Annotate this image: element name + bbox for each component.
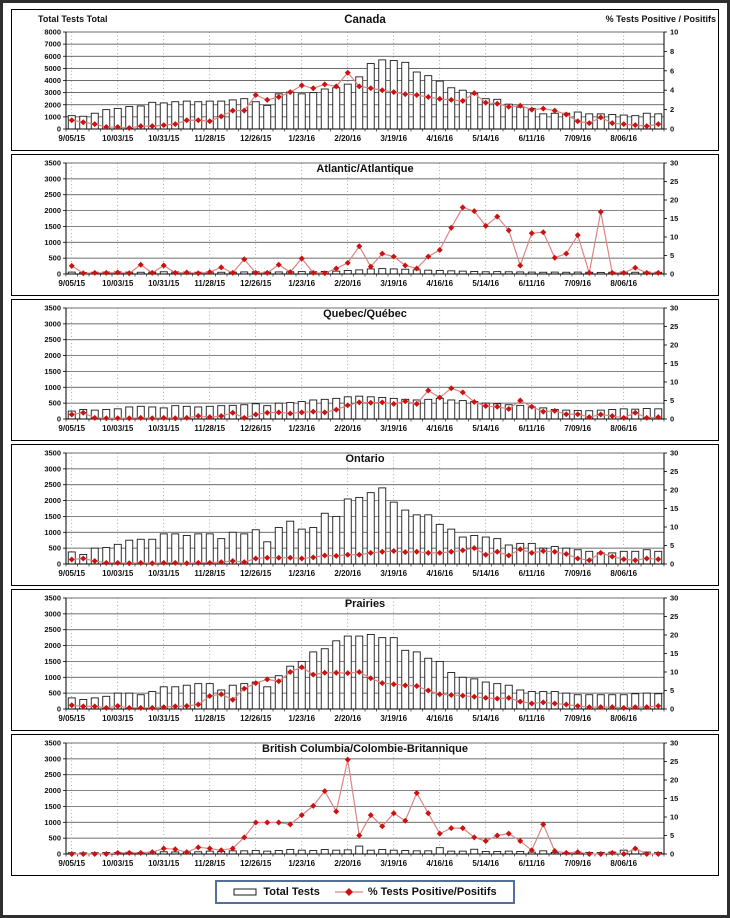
svg-text:10/31/15: 10/31/15 <box>148 279 180 288</box>
svg-text:4/16/16: 4/16/16 <box>426 569 454 578</box>
svg-text:5/14/16: 5/14/16 <box>472 859 500 868</box>
chart-canada <box>12 10 718 150</box>
svg-text:2/20/16: 2/20/16 <box>334 859 362 868</box>
svg-text:Atlantic/Atlantique: Atlantic/Atlantique <box>316 163 414 175</box>
svg-text:1000: 1000 <box>44 112 61 122</box>
svg-text:1500: 1500 <box>44 221 61 231</box>
svg-text:11/28/15: 11/28/15 <box>194 134 226 143</box>
svg-text:10: 10 <box>670 232 679 242</box>
svg-text:0: 0 <box>670 269 675 279</box>
svg-text:10/31/15: 10/31/15 <box>148 134 180 143</box>
svg-text:3500: 3500 <box>44 158 61 168</box>
svg-text:5/14/16: 5/14/16 <box>472 134 500 143</box>
svg-text:4000: 4000 <box>44 76 61 85</box>
svg-text:1000: 1000 <box>44 382 61 392</box>
svg-text:5/14/16: 5/14/16 <box>472 424 500 433</box>
svg-text:Ontario: Ontario <box>345 453 385 465</box>
svg-text:0: 0 <box>670 704 675 714</box>
legend-item-total-tests <box>233 886 319 898</box>
svg-text:12/26/15: 12/26/15 <box>240 424 272 433</box>
svg-text:Quebec/Québec: Quebec/Québec <box>323 308 407 320</box>
svg-text:9/05/15: 9/05/15 <box>58 424 86 433</box>
svg-text:4/16/16: 4/16/16 <box>426 424 454 433</box>
svg-text:11/28/15: 11/28/15 <box>194 714 226 723</box>
svg-text:3500: 3500 <box>44 738 61 748</box>
svg-text:0: 0 <box>56 849 61 859</box>
svg-text:2/20/16: 2/20/16 <box>334 134 362 143</box>
svg-text:6/11/16: 6/11/16 <box>518 714 545 723</box>
svg-text:10: 10 <box>670 812 679 822</box>
svg-text:3500: 3500 <box>44 448 61 458</box>
svg-text:8/06/16: 8/06/16 <box>610 859 638 868</box>
svg-text:25: 25 <box>670 322 679 331</box>
svg-text:500: 500 <box>48 253 61 263</box>
svg-text:10/03/15: 10/03/15 <box>102 134 134 143</box>
svg-text:30: 30 <box>670 738 679 748</box>
svg-text:2: 2 <box>670 105 675 115</box>
svg-text:2000: 2000 <box>44 496 61 506</box>
svg-text:1500: 1500 <box>44 656 61 666</box>
svg-text:3000: 3000 <box>44 754 61 764</box>
chart-ontario <box>12 445 718 585</box>
svg-text:2000: 2000 <box>44 351 61 361</box>
svg-text:1000: 1000 <box>44 527 61 537</box>
svg-text:5: 5 <box>670 541 675 550</box>
svg-text:12/26/15: 12/26/15 <box>240 714 272 723</box>
svg-text:3500: 3500 <box>44 303 61 313</box>
svg-text:1500: 1500 <box>44 801 61 811</box>
svg-text:6/11/16: 6/11/16 <box>518 279 545 288</box>
svg-text:4/16/16: 4/16/16 <box>426 859 454 868</box>
svg-text:1000: 1000 <box>44 237 61 247</box>
svg-text:7/09/16: 7/09/16 <box>564 279 592 288</box>
svg-text:25: 25 <box>670 612 679 621</box>
svg-text:11/28/15: 11/28/15 <box>194 279 226 288</box>
svg-text:1/23/16: 1/23/16 <box>288 424 316 433</box>
svg-text:10/03/15: 10/03/15 <box>102 714 134 723</box>
svg-text:10/31/15: 10/31/15 <box>148 714 180 723</box>
svg-text:12/26/15: 12/26/15 <box>240 279 272 288</box>
svg-text:500: 500 <box>48 833 61 843</box>
svg-text:10/31/15: 10/31/15 <box>148 859 180 868</box>
svg-text:15: 15 <box>670 214 679 223</box>
svg-text:20: 20 <box>670 340 679 350</box>
svg-text:7000: 7000 <box>44 39 61 49</box>
svg-text:6000: 6000 <box>44 51 61 61</box>
svg-text:3/19/16: 3/19/16 <box>380 859 408 868</box>
svg-text:0: 0 <box>56 559 61 569</box>
svg-text:0: 0 <box>56 704 61 714</box>
svg-text:8/06/16: 8/06/16 <box>610 569 638 578</box>
svg-text:15: 15 <box>670 359 679 368</box>
svg-text:500: 500 <box>48 543 61 553</box>
chart-panel-atlantic <box>11 154 719 296</box>
svg-text:3000: 3000 <box>44 88 61 98</box>
svg-text:2500: 2500 <box>44 190 61 200</box>
svg-text:Prairies: Prairies <box>344 598 386 610</box>
svg-text:2/20/16: 2/20/16 <box>334 569 362 578</box>
svg-text:2/20/16: 2/20/16 <box>334 279 362 288</box>
svg-text:1/23/16: 1/23/16 <box>288 714 316 723</box>
svg-text:2000: 2000 <box>44 641 61 651</box>
svg-text:5: 5 <box>670 396 675 405</box>
svg-text:4: 4 <box>670 85 675 95</box>
bar-swatch-icon <box>233 887 259 897</box>
svg-text:3/19/16: 3/19/16 <box>380 134 408 143</box>
svg-text:7/09/16: 7/09/16 <box>564 424 592 433</box>
svg-text:Canada: Canada <box>344 14 386 26</box>
legend-item-pct-positive <box>334 886 497 898</box>
svg-text:10/03/15: 10/03/15 <box>102 859 134 868</box>
svg-text:20: 20 <box>670 485 679 495</box>
svg-text:1500: 1500 <box>44 366 61 376</box>
svg-text:4/16/16: 4/16/16 <box>426 714 454 723</box>
svg-text:10: 10 <box>670 522 679 532</box>
chart-prairies <box>12 590 718 730</box>
svg-text:0: 0 <box>56 124 61 134</box>
svg-text:8/06/16: 8/06/16 <box>610 134 638 143</box>
svg-text:30: 30 <box>670 158 679 168</box>
svg-text:0: 0 <box>670 414 675 424</box>
svg-text:5: 5 <box>670 831 675 840</box>
svg-text:11/28/15: 11/28/15 <box>194 859 226 868</box>
chart-quebec <box>12 300 718 440</box>
svg-text:15: 15 <box>670 504 679 513</box>
svg-text:12/26/15: 12/26/15 <box>240 859 272 868</box>
svg-text:3/19/16: 3/19/16 <box>380 714 408 723</box>
legend-pct-positive-label: % Tests Positive/Positifs <box>367 886 497 898</box>
svg-text:20: 20 <box>670 775 679 785</box>
svg-text:1/23/16: 1/23/16 <box>288 134 316 143</box>
svg-text:6/11/16: 6/11/16 <box>518 424 545 433</box>
svg-text:3000: 3000 <box>44 319 61 329</box>
svg-text:2500: 2500 <box>44 480 61 490</box>
svg-text:11/28/15: 11/28/15 <box>194 424 226 433</box>
svg-text:25: 25 <box>670 177 679 186</box>
svg-text:10/31/15: 10/31/15 <box>148 424 180 433</box>
svg-text:7/09/16: 7/09/16 <box>564 714 592 723</box>
svg-text:10: 10 <box>670 27 679 37</box>
svg-text:5/14/16: 5/14/16 <box>472 279 500 288</box>
legend-total-tests-label: Total Tests <box>263 886 320 898</box>
svg-text:4/16/16: 4/16/16 <box>426 134 454 143</box>
svg-text:3/19/16: 3/19/16 <box>380 424 408 433</box>
svg-text:9/05/15: 9/05/15 <box>58 134 86 143</box>
chart-panel-ontario <box>11 444 719 586</box>
line-marker-icon <box>334 887 364 897</box>
chart-atlantic <box>12 155 718 295</box>
svg-text:15: 15 <box>670 649 679 658</box>
svg-text:0: 0 <box>670 849 675 859</box>
svg-text:1000: 1000 <box>44 817 61 827</box>
svg-text:0: 0 <box>670 559 675 569</box>
svg-text:2/20/16: 2/20/16 <box>334 424 362 433</box>
svg-text:11/28/15: 11/28/15 <box>194 569 226 578</box>
svg-text:12/26/15: 12/26/15 <box>240 569 272 578</box>
svg-text:25: 25 <box>670 467 679 476</box>
svg-text:4/16/16: 4/16/16 <box>426 279 454 288</box>
svg-text:British Columbia/Colombie-Brit: British Columbia/Colombie-Britannique <box>262 743 468 755</box>
svg-text:1/23/16: 1/23/16 <box>288 859 316 868</box>
svg-text:10/03/15: 10/03/15 <box>102 424 134 433</box>
chart-panel-prairies <box>11 589 719 731</box>
svg-text:7/09/16: 7/09/16 <box>564 134 592 143</box>
svg-text:15: 15 <box>670 794 679 803</box>
svg-text:3500: 3500 <box>44 593 61 603</box>
svg-text:500: 500 <box>48 398 61 408</box>
svg-text:5: 5 <box>670 251 675 260</box>
svg-text:25: 25 <box>670 757 679 766</box>
svg-text:2500: 2500 <box>44 770 61 780</box>
svg-text:Total Tests Total: Total Tests Total <box>38 14 108 24</box>
svg-text:7/09/16: 7/09/16 <box>564 569 592 578</box>
svg-text:3/19/16: 3/19/16 <box>380 279 408 288</box>
svg-text:3000: 3000 <box>44 464 61 474</box>
svg-text:1/23/16: 1/23/16 <box>288 279 316 288</box>
svg-text:3/19/16: 3/19/16 <box>380 569 408 578</box>
svg-text:6/11/16: 6/11/16 <box>518 859 545 868</box>
chart-panel-canada <box>11 9 719 151</box>
svg-text:30: 30 <box>670 303 679 313</box>
svg-text:8/06/16: 8/06/16 <box>610 714 638 723</box>
svg-text:1500: 1500 <box>44 511 61 521</box>
svg-text:2500: 2500 <box>44 335 61 345</box>
chart-panel-quebec <box>11 299 719 441</box>
svg-text:1000: 1000 <box>44 672 61 682</box>
svg-text:8000: 8000 <box>44 27 61 37</box>
svg-text:20: 20 <box>670 195 679 205</box>
svg-text:8/06/16: 8/06/16 <box>610 424 638 433</box>
svg-text:3000: 3000 <box>44 174 61 184</box>
svg-text:2000: 2000 <box>44 206 61 216</box>
svg-text:6/11/16: 6/11/16 <box>518 569 545 578</box>
svg-text:30: 30 <box>670 593 679 603</box>
svg-text:10: 10 <box>670 667 679 677</box>
svg-text:2500: 2500 <box>44 625 61 635</box>
svg-text:30: 30 <box>670 448 679 458</box>
svg-text:2/20/16: 2/20/16 <box>334 714 362 723</box>
svg-text:12/26/15: 12/26/15 <box>240 134 272 143</box>
chart-british-columbia <box>12 735 718 875</box>
chart-panel-british-columbia <box>11 734 719 876</box>
svg-text:0: 0 <box>670 124 675 134</box>
svg-text:9/05/15: 9/05/15 <box>58 279 86 288</box>
svg-text:10/03/15: 10/03/15 <box>102 569 134 578</box>
svg-text:5000: 5000 <box>44 63 61 73</box>
svg-text:% Tests Positive / Positifs: % Tests Positive / Positifs <box>605 14 716 24</box>
svg-text:2000: 2000 <box>44 100 61 110</box>
svg-text:6/11/16: 6/11/16 <box>518 134 545 143</box>
svg-text:10/31/15: 10/31/15 <box>148 569 180 578</box>
svg-text:9/05/15: 9/05/15 <box>58 714 86 723</box>
legend <box>215 880 515 904</box>
svg-text:500: 500 <box>48 688 61 698</box>
svg-text:9/05/15: 9/05/15 <box>58 569 86 578</box>
svg-text:0: 0 <box>56 269 61 279</box>
svg-text:1/23/16: 1/23/16 <box>288 569 316 578</box>
svg-text:8/06/16: 8/06/16 <box>610 279 638 288</box>
svg-text:3000: 3000 <box>44 609 61 619</box>
svg-text:2000: 2000 <box>44 786 61 796</box>
svg-text:20: 20 <box>670 630 679 640</box>
svg-text:9/05/15: 9/05/15 <box>58 859 86 868</box>
svg-text:10: 10 <box>670 377 679 387</box>
svg-text:0: 0 <box>56 414 61 424</box>
svg-text:10/03/15: 10/03/15 <box>102 279 134 288</box>
svg-text:6: 6 <box>670 66 675 76</box>
svg-text:8: 8 <box>670 46 675 56</box>
svg-text:5: 5 <box>670 686 675 695</box>
svg-text:5/14/16: 5/14/16 <box>472 569 500 578</box>
svg-text:7/09/16: 7/09/16 <box>564 859 592 868</box>
svg-text:5/14/16: 5/14/16 <box>472 714 500 723</box>
